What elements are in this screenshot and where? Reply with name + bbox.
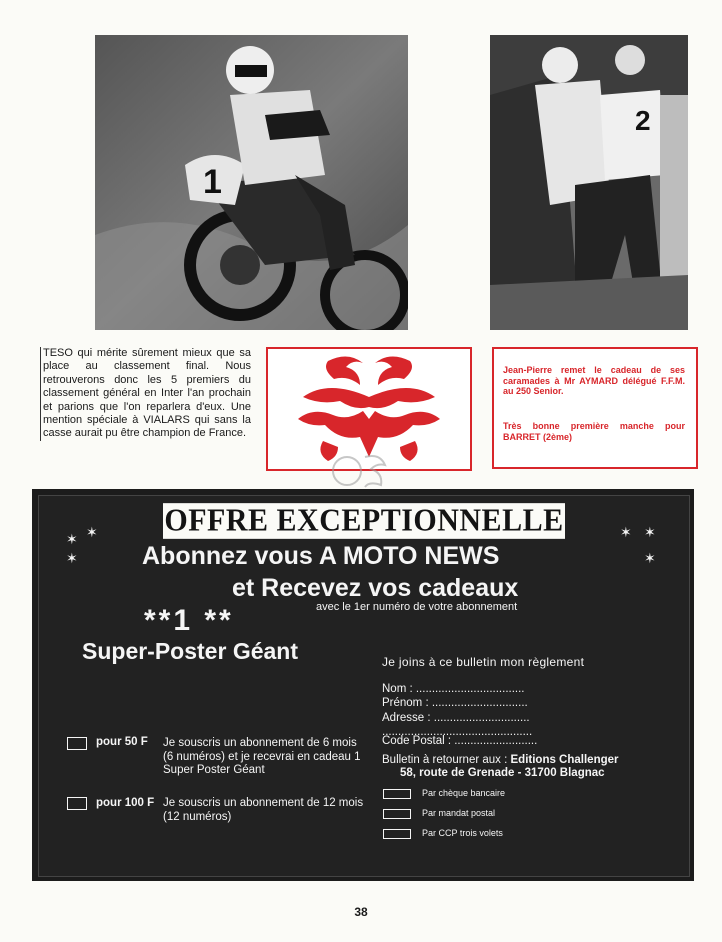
headline-subtitle: avec le 1er numéro de votre abonnement [316,601,518,613]
offer-banner: OFFRE EXCEPTIONNELLE [164,503,564,538]
return-prefix: Bulletin à retourner aux : [382,754,511,766]
option-50f-price: pour 50 F [96,736,148,748]
faint-stamp-logo [325,447,395,493]
caption-barret: Très bonne première manche pour BARRET (2ème) [503,421,685,442]
rider-number-left: 1 [203,163,222,201]
article-text: TESO qui mérite sûrement mieux que sa place au classement final. Nous retrouverons donc les 5 premiers du classement général en Inter l'an prochain et parions que l'on reparlera d'eux. Une mention spéciale à VIALARS qui sans la casse aurait pu être champion de France. [40,347,251,441]
nom-field[interactable]: Nom : .................................. [382,683,525,695]
code-postal-field[interactable]: Code Postal : .......................... [382,735,538,747]
option-100f-text: Je souscris un abonnement de 12 mois (12 numéros) [163,797,364,823]
option-50f-text: Je souscris un abonnement de 6 mois (6 numéros) et je recevrai en cadeau 1 Super Poster Géant [163,737,361,776]
cheque-label: Par chèque bancaire [422,788,506,798]
prenom-field[interactable]: Prénom : .............................. [382,697,528,709]
return-street: 58, route de Grenade - 31700 Blagnac [400,767,605,779]
rider-number-right: 2 [635,105,651,136]
headline-subscribe: Abonnez vous A MOTO NEWS [142,542,500,570]
ceremony-photo [490,35,688,330]
mandat-label: Par mandat postal [422,808,496,818]
option-100f-checkbox[interactable] [67,797,87,810]
ccp-label: Par CCP trois volets [422,828,503,838]
star-icon: ✶ [86,524,98,540]
headline-gifts: et Recevez vos cadeaux [232,574,519,602]
star-icon: ✶ [66,550,78,566]
return-company: Editions Challenger [510,754,619,766]
caption-box [492,347,698,469]
cheque-checkbox[interactable] [383,789,411,799]
adresse-field[interactable]: Adresse : .............................. [382,712,530,724]
option-100f-price: pour 100 F [96,797,155,809]
star-icon: ✶ [66,531,78,547]
option-50f-checkbox[interactable] [67,737,87,750]
return-address [382,754,652,780]
mandat-checkbox[interactable] [383,809,411,819]
caption-ceremony: Jean-Pierre remet le cadeau de ses caramades à Mr AYMARD délégué F.F.M. au 250 Senior. [503,365,685,396]
star-icon: ✶ [644,550,656,566]
adresse-line2-field[interactable]: ............................................... [382,726,533,738]
payment-intro: Je joins à ce bulletin mon règlement [382,655,585,669]
star-icon: ✶ [644,524,656,540]
page-number: 38 [354,905,368,919]
gift-count: **1 ** [144,604,234,637]
ccp-checkbox[interactable] [383,829,411,839]
star-icon: ✶ [620,524,632,540]
rider-photo [95,35,408,330]
gift-title: Super-Poster Géant [82,638,298,664]
